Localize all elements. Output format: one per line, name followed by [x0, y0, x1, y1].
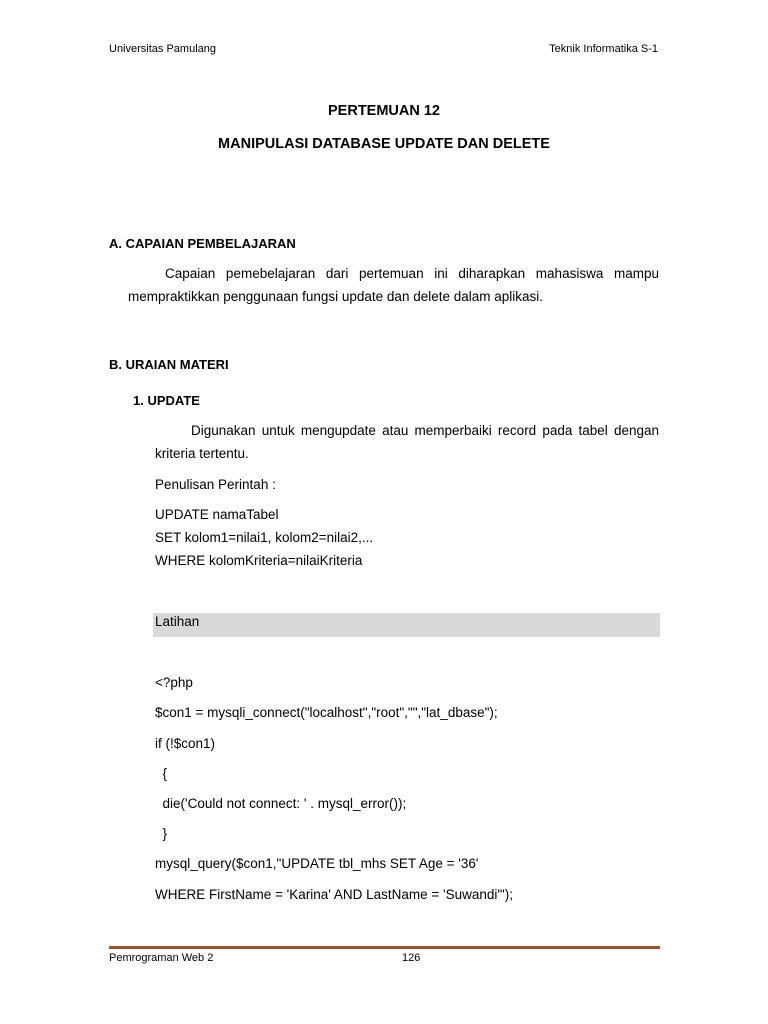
code-line: <?php — [155, 675, 193, 690]
exercise-label: Latihan — [155, 614, 200, 629]
footer-divider — [109, 946, 660, 949]
section-a-line1: Capaian pemebelajaran dari pertemuan ini diharapkan mahasiswa mampu — [165, 266, 659, 281]
page-number: 126 — [402, 952, 421, 964]
meeting-title: PERTEMUAN 12 — [328, 103, 440, 119]
code-line: { — [155, 766, 168, 781]
code-line: mysql_query($con1,"UPDATE tbl_mhs SET Age = '36' — [155, 856, 479, 871]
syntax-line: UPDATE namaTabel — [155, 507, 279, 522]
code-line: if (!$con1) — [155, 736, 216, 751]
topic-title: MANIPULASI DATABASE UPDATE DAN DELETE — [218, 136, 550, 152]
header-left: Universitas Pamulang — [109, 43, 216, 55]
update-description-line2: kriteria tertentu. — [155, 446, 249, 461]
code-line: $con1 = mysqli_connect("localhost","root","","lat_dbase"); — [155, 705, 498, 720]
section-a-line2: mempraktikkan penggunaan fungsi update dan delete dalam aplikasi. — [128, 289, 544, 304]
code-line: WHERE FirstName = 'Karina' AND LastName = 'Suwandi'"); — [155, 887, 513, 902]
subsection-update-heading: 1. UPDATE — [133, 393, 200, 408]
footer-left: Pemrograman Web 2 — [109, 952, 214, 964]
syntax-line: WHERE kolomKriteria=nilaiKriteria — [155, 553, 363, 568]
section-b-heading: B. URAIAN MATERI — [109, 357, 229, 372]
update-description-line1: Digunakan untuk mengupdate atau memperbaiki record pada tabel dengan — [191, 423, 659, 438]
syntax-line: SET kolom1=nilai1, kolom2=nilai2,... — [155, 530, 374, 545]
header-right: Teknik Informatika S-1 — [549, 43, 658, 55]
exercise-banner — [153, 613, 660, 637]
code-line: } — [155, 826, 168, 841]
code-line: die('Could not connect: ' . mysql_error()); — [155, 796, 407, 811]
syntax-label: Penulisan Perintah : — [155, 477, 276, 492]
section-a-heading: A. CAPAIAN PEMBELAJARAN — [109, 236, 296, 251]
